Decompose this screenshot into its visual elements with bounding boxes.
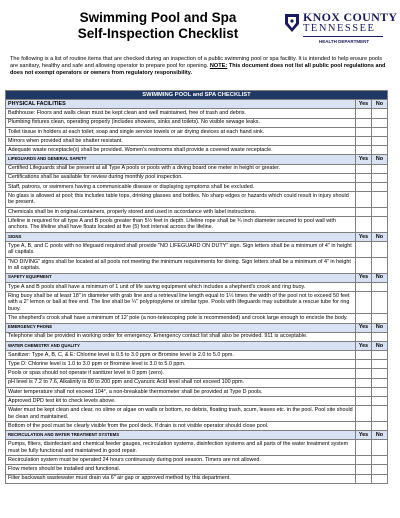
no-checkbox-cell[interactable]	[372, 118, 388, 127]
no-checkbox-cell[interactable]	[372, 282, 388, 291]
checklist-row	[6, 474, 388, 483]
checklist-item-text: Certified Lifeguards shall be present at all Type A pools or pools with a diving board one meter in height or greater.	[6, 164, 356, 173]
yes-checkbox-cell[interactable]	[356, 182, 372, 191]
section-header-row	[6, 155, 388, 164]
tennessee-state-icon	[283, 11, 301, 35]
yes-checkbox-cell[interactable]	[356, 136, 372, 145]
yes-checkbox-cell[interactable]	[356, 242, 372, 258]
section-header-row	[6, 431, 388, 440]
checklist-row	[6, 146, 388, 155]
checklist-row	[6, 282, 388, 291]
checklist-row	[6, 217, 388, 233]
section-header-row	[6, 341, 388, 350]
checklist-row	[6, 182, 388, 191]
yes-checkbox-cell[interactable]	[356, 291, 372, 313]
section-header-row	[6, 273, 388, 282]
section-header-row	[6, 323, 388, 332]
intro-paragraph	[10, 56, 390, 78]
yes-column-header: Yes	[356, 155, 372, 164]
checklist-row	[6, 397, 388, 406]
yes-checkbox-cell[interactable]	[356, 314, 372, 323]
checklist-item-text: Type D: Chlorine level is 1.0 to 3.0 ppm or Bromine level is 3.0 to 5.0 ppm.	[6, 360, 356, 369]
no-checkbox-cell[interactable]	[372, 217, 388, 233]
yes-checkbox-cell[interactable]	[356, 440, 372, 456]
checklist-item-text: Pumps, filters, disinfectant and chemical feeder gauges, recirculation systems, disinfection systems and all parts of the water treatment system must be fully functional and maintained in good repair.	[6, 440, 356, 456]
no-checkbox-cell[interactable]	[372, 314, 388, 323]
no-column-header: No	[372, 431, 388, 440]
no-column-header: No	[372, 273, 388, 282]
checklist-row	[6, 440, 388, 456]
checklist-item-text: Lifeline is required for all type A and B pools greater than 5½ feet in depth. Lifeline rope shall be ¾ inch diameter secured to pool wall with anchors. The lifeline shall have floats located at five (5) foot interval across the lifeline.	[6, 217, 356, 233]
no-checkbox-cell[interactable]	[372, 406, 388, 422]
document-title	[58, 10, 258, 42]
checklist-row	[6, 164, 388, 173]
checklist-item-text: The shepherd's crook shall have a minimum of 12' pole (a non-telescoping pole is recommended) and crook large enough to encircle the body.	[6, 314, 356, 323]
checklist-item-text: Bottom of the pool must be clearly visible from the pool deck. If drain is not visible operator should close pool.	[6, 421, 356, 430]
checklist-row	[6, 173, 388, 182]
logo-divider	[303, 36, 383, 37]
checklist-item-text: Water temperature shall not exceed 104°, a non-breakable thermometer shall be provided at Type D pools.	[6, 387, 356, 396]
no-column-header: No	[372, 155, 388, 164]
checklist-row	[6, 257, 388, 273]
yes-checkbox-cell[interactable]	[356, 465, 372, 474]
yes-checkbox-cell[interactable]	[356, 351, 372, 360]
checklist-row	[6, 332, 388, 341]
checklist-row	[6, 242, 388, 258]
logo-department: HEALTH DEPARTMENT	[319, 39, 370, 44]
yes-checkbox-cell[interactable]	[356, 257, 372, 273]
yes-checkbox-cell[interactable]	[356, 397, 372, 406]
no-checkbox-cell[interactable]	[372, 440, 388, 456]
checklist-item-text: Ring buoy shall be at least 18" in diameter with grab line and a retrieval line length equal to 1½ times the width of the pool not to exceed 50 feet with a 2" lemon or ball at free end. The line shall be ¼" polypropylene or similar type. Pools with lifeguards may substitute a rescue tube for ring buoy.	[6, 291, 356, 313]
intro-text: The following is a list of routine items that are checked during an inspection of a public swimming pool or spa facility. It is intended to help ensure pools are sanitary, healthy and safe and allowing operator to prepare pool for opening.	[10, 56, 383, 70]
yes-column-header: Yes	[356, 323, 372, 332]
no-checkbox-cell[interactable]	[372, 207, 388, 216]
no-column-header: No	[372, 100, 388, 109]
no-checkbox-cell[interactable]	[372, 369, 388, 378]
checklist-item-text: Type A, B, and C pools with no lifeguard required shall provide "NO LIFEGUARD ON DUTY" sign. Sign letters shall be a minimum of 4" in height all capitals.	[6, 242, 356, 258]
checklist-item-text: No glass is allowed at pool; this includes table tops, drinking glasses and bottles. No sharp edges or hazards which could result in injury should be present.	[6, 192, 356, 208]
no-checkbox-cell[interactable]	[372, 397, 388, 406]
yes-checkbox-cell[interactable]	[356, 406, 372, 422]
section-title: RECIRCULATION AND WATER TREATMENT SYSTEMS	[6, 431, 356, 440]
checklist-item-text: Water must be kept clean and clear, no slime or algae on walls or bottom, no debris, floating trash, scum, leaves etc. in the pool. Pool site should be clean and maintained.	[6, 406, 356, 422]
checklist-heading-row	[6, 91, 388, 100]
yes-checkbox-cell[interactable]	[356, 146, 372, 155]
yes-checkbox-cell[interactable]	[356, 456, 372, 465]
no-column-header: No	[372, 323, 388, 332]
section-title: SAFETY EQUIPMENT	[6, 273, 356, 282]
no-checkbox-cell[interactable]	[372, 421, 388, 430]
no-checkbox-cell[interactable]	[372, 378, 388, 387]
yes-checkbox-cell[interactable]	[356, 217, 372, 233]
no-checkbox-cell[interactable]	[372, 127, 388, 136]
checklist-item-text: Type A and B pools shall have a minimum of 1 unit of life saving equipment which includes a shepherd's crook and ring buoy.	[6, 282, 356, 291]
logo-county-name: KNOX COUNTY	[303, 10, 398, 24]
knox-county-logo	[283, 9, 398, 49]
checklist-item-text: Staff, patrons, or swimmers having a communicable disease or displaying symptoms shall be excluded.	[6, 182, 356, 191]
yes-column-header: Yes	[356, 232, 372, 241]
title-line-1: Swimming Pool and Spa	[79, 10, 237, 25]
no-checkbox-cell[interactable]	[372, 474, 388, 483]
section-title: LIFEGUARDS AND GENERAL SAFETY	[6, 155, 356, 164]
checklist-row	[6, 387, 388, 396]
title-line-2: Self-Inspection Checklist	[77, 26, 239, 41]
checklist-row	[6, 360, 388, 369]
checklist-item-text: Mirrors when provided shall be shatter resistant.	[6, 136, 356, 145]
yes-checkbox-cell[interactable]	[356, 282, 372, 291]
section-title: PHYSICAL FACILITIES	[6, 100, 356, 109]
yes-checkbox-cell[interactable]	[356, 164, 372, 173]
checklist-row	[6, 207, 388, 216]
checklist-heading: SWIMMING POOL and SPA CHECKLIST	[6, 91, 388, 100]
yes-checkbox-cell[interactable]	[356, 474, 372, 483]
checklist-item-text: Approved DPD test kit to check levels above.	[6, 397, 356, 406]
checklist-item-text: Toilet tissue in holders at each toilet; soap and single service towels or air drying devices at each hand sink.	[6, 127, 356, 136]
intro-note-label: NOTE:	[209, 63, 228, 70]
checklist-item-text: Certifications shall be available for review during monthly pool inspection.	[6, 173, 356, 182]
checklist-item-text: Recirculation system must be operated 24 hours continuously during pool season. Timers are not allowed.	[6, 456, 356, 465]
checklist-item-text: Sanitizer: Type A, B, C, & E: Chlorine level is 0.5 to 3.0 ppm or Bromine level is 2.0 to 5.0 ppm.	[6, 351, 356, 360]
yes-column-header: Yes	[356, 431, 372, 440]
yes-checkbox-cell[interactable]	[356, 421, 372, 430]
checklist-row	[6, 314, 388, 323]
no-checkbox-cell[interactable]	[372, 164, 388, 173]
checklist-item-text: Filter backwash wastewater must drain via 6" air gap or approved method by this department.	[6, 474, 356, 483]
checklist-row	[6, 192, 388, 208]
section-header-row	[6, 232, 388, 241]
checklist-item-text: "NO DIVING" signs shall be located at all pools not meeting the minimum requirements for diving. Sign letters shall be a minimum of 4" in height in all capitals.	[6, 257, 356, 273]
no-checkbox-cell[interactable]	[372, 257, 388, 273]
no-checkbox-cell[interactable]	[372, 332, 388, 341]
no-checkbox-cell[interactable]	[372, 291, 388, 313]
checklist-row	[6, 118, 388, 127]
yes-checkbox-cell[interactable]	[356, 207, 372, 216]
yes-checkbox-cell[interactable]	[356, 127, 372, 136]
section-title: SIGNS	[6, 232, 356, 241]
no-checkbox-cell[interactable]	[372, 173, 388, 182]
no-checkbox-cell[interactable]	[372, 146, 388, 155]
checklist-item-text: Pools or spas should not operate if sanitizer level is 0 ppm (zero).	[6, 369, 356, 378]
yes-column-header: Yes	[356, 341, 372, 350]
checklist-row	[6, 456, 388, 465]
yes-column-header: Yes	[356, 273, 372, 282]
yes-checkbox-cell[interactable]	[356, 332, 372, 341]
checklist-item-text: Flow meters should be installed and functional.	[6, 465, 356, 474]
yes-checkbox-cell[interactable]	[356, 387, 372, 396]
intro-note-text: This document does not list all public pool regulations and does not exempt operators or owners from regulatory responsibility.	[10, 63, 386, 77]
checklist-item-text: Plumbing fixtures clean, operating properly (includes showers, sinks and toilets). No visible sewage leaks.	[6, 118, 356, 127]
section-title: WATER CHEMISTRY AND QUALITY	[6, 341, 356, 350]
no-column-header: No	[372, 232, 388, 241]
yes-checkbox-cell[interactable]	[356, 378, 372, 387]
checklist-row	[6, 109, 388, 118]
checklist-row	[6, 406, 388, 422]
section-title: EMERGENCY PHONE	[6, 323, 356, 332]
yes-checkbox-cell[interactable]	[356, 360, 372, 369]
no-checkbox-cell[interactable]	[372, 109, 388, 118]
checklist-item-text: Telephone shall be provided in working order for emergency. Emergency contact list shall also be provided. 911 is acceptable.	[6, 332, 356, 341]
yes-checkbox-cell[interactable]	[356, 173, 372, 182]
no-checkbox-cell[interactable]	[372, 360, 388, 369]
no-checkbox-cell[interactable]	[372, 387, 388, 396]
yes-checkbox-cell[interactable]	[356, 118, 372, 127]
no-checkbox-cell[interactable]	[372, 242, 388, 258]
checklist-row	[6, 378, 388, 387]
checklist-row	[6, 127, 388, 136]
yes-checkbox-cell[interactable]	[356, 369, 372, 378]
checklist-item-text: Bathhouse: Floors and walls clean must be kept clean and well maintained, free of trash and debris.	[6, 109, 356, 118]
logo-state-name: TENNESSEE	[303, 23, 376, 34]
document-header	[0, 0, 400, 56]
checklist-row	[6, 136, 388, 145]
no-checkbox-cell[interactable]	[372, 136, 388, 145]
section-header-row	[6, 100, 388, 109]
no-checkbox-cell[interactable]	[372, 351, 388, 360]
checklist-row	[6, 351, 388, 360]
no-checkbox-cell[interactable]	[372, 456, 388, 465]
no-checkbox-cell[interactable]	[372, 465, 388, 474]
checklist-row	[6, 465, 388, 474]
yes-checkbox-cell[interactable]	[356, 192, 372, 208]
no-checkbox-cell[interactable]	[372, 182, 388, 191]
checklist-row	[6, 369, 388, 378]
checklist-row	[6, 421, 388, 430]
no-column-header: No	[372, 341, 388, 350]
checklist-item-text: Adequate waste receptacle(s) shall be provided. Women's restrooms shall provide a covered waste receptacle.	[6, 146, 356, 155]
checklist-row	[6, 291, 388, 313]
checklist-table	[5, 90, 388, 484]
checklist-item-text: pH level is 7.2 to 7.6, Alkalinity is 80 to 200 ppm and Cyanuric Acid level shall not exceed 100 ppm.	[6, 378, 356, 387]
yes-checkbox-cell[interactable]	[356, 109, 372, 118]
checklist-item-text: Chemicals shall be in original containers, properly stored and used in accordance with label instructions.	[6, 207, 356, 216]
no-checkbox-cell[interactable]	[372, 192, 388, 208]
yes-column-header: Yes	[356, 100, 372, 109]
